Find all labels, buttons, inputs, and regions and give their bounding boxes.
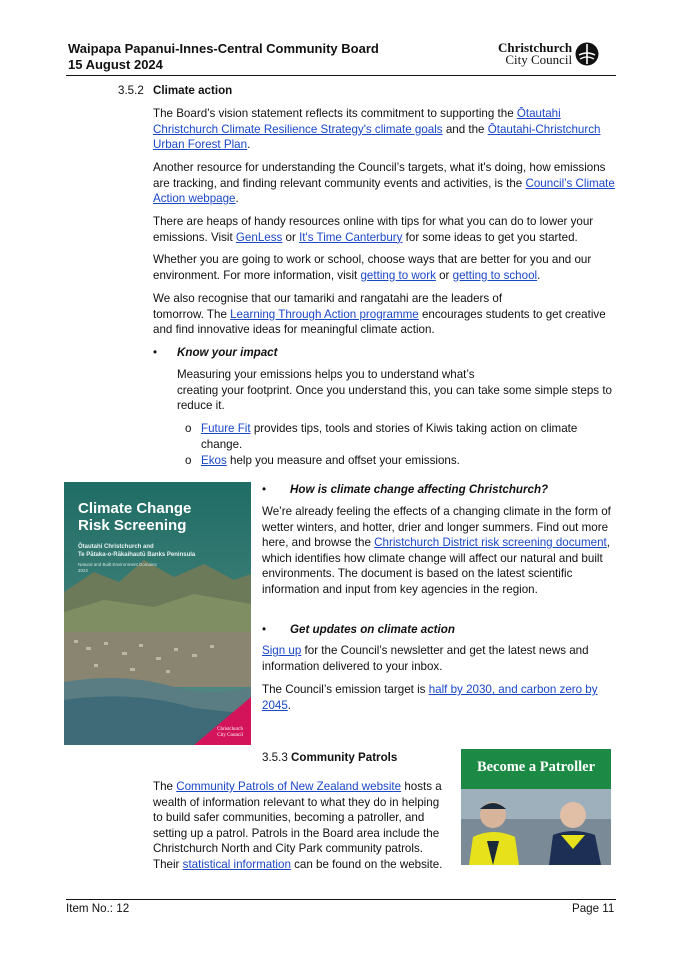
cover-title — [78, 500, 191, 534]
statistical-information-link[interactable]: statistical information — [182, 857, 291, 871]
banner-title: Become a Patroller — [476, 759, 596, 775]
text-fragment: hosts a wealth of information relevant to what they do in helping to build safer communities, becoming a patroller, and setting up a patrol. Patrols in the Board area include the Christchurch North and City Park community patrols. Their — [153, 780, 442, 871]
sign-up-link[interactable]: Sign up — [262, 644, 302, 657]
cover-subtitle — [78, 543, 195, 559]
community-patrols-nz-link[interactable]: Community Patrols of New Zealand website — [176, 780, 402, 793]
bullet-icon: • — [153, 346, 158, 359]
bullet-text-know-impact — [177, 367, 615, 414]
cover-council-logo — [217, 727, 243, 739]
section-title: Climate action — [153, 84, 233, 97]
section-title: Community Patrols — [291, 751, 398, 764]
text-fragment: , which identifies how climate change will affect our natural and built environments. The document is based on the latest scientific information and input from key agencies in the region. — [262, 536, 610, 596]
text-line: We also recognise that our tamariki and rangatahi are the leaders of — [153, 292, 503, 305]
text-fragment: There are heaps of handy resources online with tips for what you can do to lower your emissions. Visit — [153, 215, 594, 244]
bullet-text-climate-effects — [262, 504, 614, 598]
header-divider — [66, 75, 616, 76]
text-fragment: The Council’s emission target is — [262, 683, 429, 696]
text-fragment: or — [435, 268, 453, 282]
sub-bullet-ekos — [201, 453, 615, 469]
footer-page-number: Page 11 — [572, 902, 615, 915]
cover-logo-line: Christchurch — [217, 727, 243, 732]
text-line: Measuring your emissions helps you to understand what’s — [177, 368, 475, 381]
text-fragment: or — [282, 230, 300, 244]
bullet-icon: • — [262, 483, 267, 496]
cover-title-line: Climate Change — [78, 500, 192, 517]
text-fragment: . — [247, 138, 251, 152]
paragraph-tips — [153, 214, 615, 245]
document-header-title — [68, 41, 379, 73]
council-logo-icon — [575, 42, 599, 66]
text-line: creating your footprint. Once you understand this, you can take some simple steps to reduce it. — [177, 383, 612, 413]
bullet-icon: • — [262, 623, 267, 636]
text-fragment: for the Council’s newsletter and get the latest news and information delivered to your inbox. — [262, 644, 589, 673]
sub-bullet-icon: o — [185, 454, 192, 467]
section-number: 3.5.2 — [118, 84, 144, 97]
cover-domains-line: Natural and Built Environment Domains — [78, 562, 157, 567]
text-fragment: tomorrow. The — [153, 307, 231, 321]
cover-year: 2022 — [78, 568, 89, 573]
bullet-heading-climate-effects: How is climate change affecting Christchurch? — [290, 483, 549, 496]
sub-bullet-future-fit — [201, 421, 596, 452]
urban-forest-plan-link[interactable]: Ōtautahi-Christchurch Urban Forest Plan — [153, 122, 601, 152]
text-fragment: We’re already feeling the effects of a changing climate in the form of wetter winters, and hotter, drier and longer summers. Find out more here, and browse the — [262, 505, 611, 550]
risk-screening-document-link[interactable]: Christchurch District risk screening document — [374, 536, 607, 550]
risk-screening-cover-image — [64, 482, 251, 745]
council-logo-text — [498, 42, 572, 66]
board-name: Waipapa Papanui-Innes-Central Community Board — [68, 41, 379, 56]
paragraph-tamariki — [153, 291, 615, 338]
cover-subtitle-line: Te Pātaka-o-Rākaihautū Banks Peninsula — [78, 552, 196, 558]
text-fragment: can be found on the website. — [290, 857, 443, 871]
emission-target-link[interactable]: half by 2030, and carbon zero by 2045 — [262, 683, 598, 712]
logo-line-2: City Council — [505, 52, 573, 67]
cover-domains — [78, 562, 157, 574]
text-fragment: help you measure and offset your emissions. — [226, 454, 460, 467]
text-fragment: for some ideas to get you started. — [402, 230, 578, 244]
paragraph-vision — [153, 106, 615, 153]
text-fragment: Another resource for understanding the Council’s targets, what it's doing, how emissions are tracking, and finding relevant community events and activities, is the — [153, 161, 606, 190]
cover-logo-line: City Council — [217, 733, 243, 738]
patrollers-photo — [461, 749, 611, 865]
text-fragment: Whether you are going to work or school, choose ways that are better for you and our environment. For more information, visit — [153, 253, 592, 282]
section-heading-community-patrols — [262, 750, 397, 766]
text-fragment: and the — [442, 122, 488, 136]
footer-item-number: Item No.: 12 — [66, 902, 130, 915]
footer-divider — [66, 899, 616, 900]
future-fit-link[interactable]: Future Fit — [201, 422, 251, 435]
text-fragment: The — [153, 780, 177, 793]
section-number: 3.5.3 — [262, 751, 288, 764]
text-fragment: . — [537, 268, 541, 282]
learning-through-action-link[interactable]: Learning Through Action programme — [230, 307, 419, 321]
text-fragment: The Board’s vision statement reflects its commitment to supporting the — [153, 107, 517, 120]
climate-resilience-strategy-link[interactable]: Ōtautahi Christchurch Climate Resilience Strategy's climate goals — [153, 107, 561, 136]
getting-to-school-link[interactable]: getting to school — [452, 268, 538, 282]
logo-line-1: Christchurch — [498, 40, 573, 55]
become-patroller-banner — [461, 749, 611, 865]
text-fragment: . — [287, 698, 292, 712]
paragraph-resources — [153, 160, 615, 207]
text-fragment: encourages students to get creative and find innovative ideas for meaningful climate action. — [153, 307, 606, 337]
getting-to-work-link[interactable]: getting to work — [360, 268, 436, 282]
paragraph-community-patrols — [153, 779, 445, 873]
bullet-heading-know-impact: Know your impact — [177, 346, 278, 359]
its-time-canterbury-link[interactable]: It's Time Canterbury — [299, 230, 403, 244]
bullet-heading-updates: Get updates on climate action — [290, 623, 455, 636]
text-fragment: . — [235, 192, 239, 206]
climate-action-webpage-link[interactable]: Council’s Climate Action webpage — [153, 176, 615, 206]
text-fragment: provides tips, tools and stories of Kiwis taking action on climate change. — [201, 422, 578, 451]
meeting-date: 15 August 2024 — [68, 57, 163, 72]
bullet-text-updates — [262, 643, 614, 674]
sub-bullet-icon: o — [185, 422, 192, 435]
cover-subtitle-line: Ōtautahi Christchurch and — [78, 544, 154, 550]
ekos-link[interactable]: Ekos — [201, 454, 227, 467]
paragraph-transport — [153, 252, 615, 283]
paragraph-emission-target — [262, 682, 614, 713]
genless-link[interactable]: GenLess — [235, 230, 283, 244]
cover-title-line: Risk Screening — [78, 517, 187, 534]
